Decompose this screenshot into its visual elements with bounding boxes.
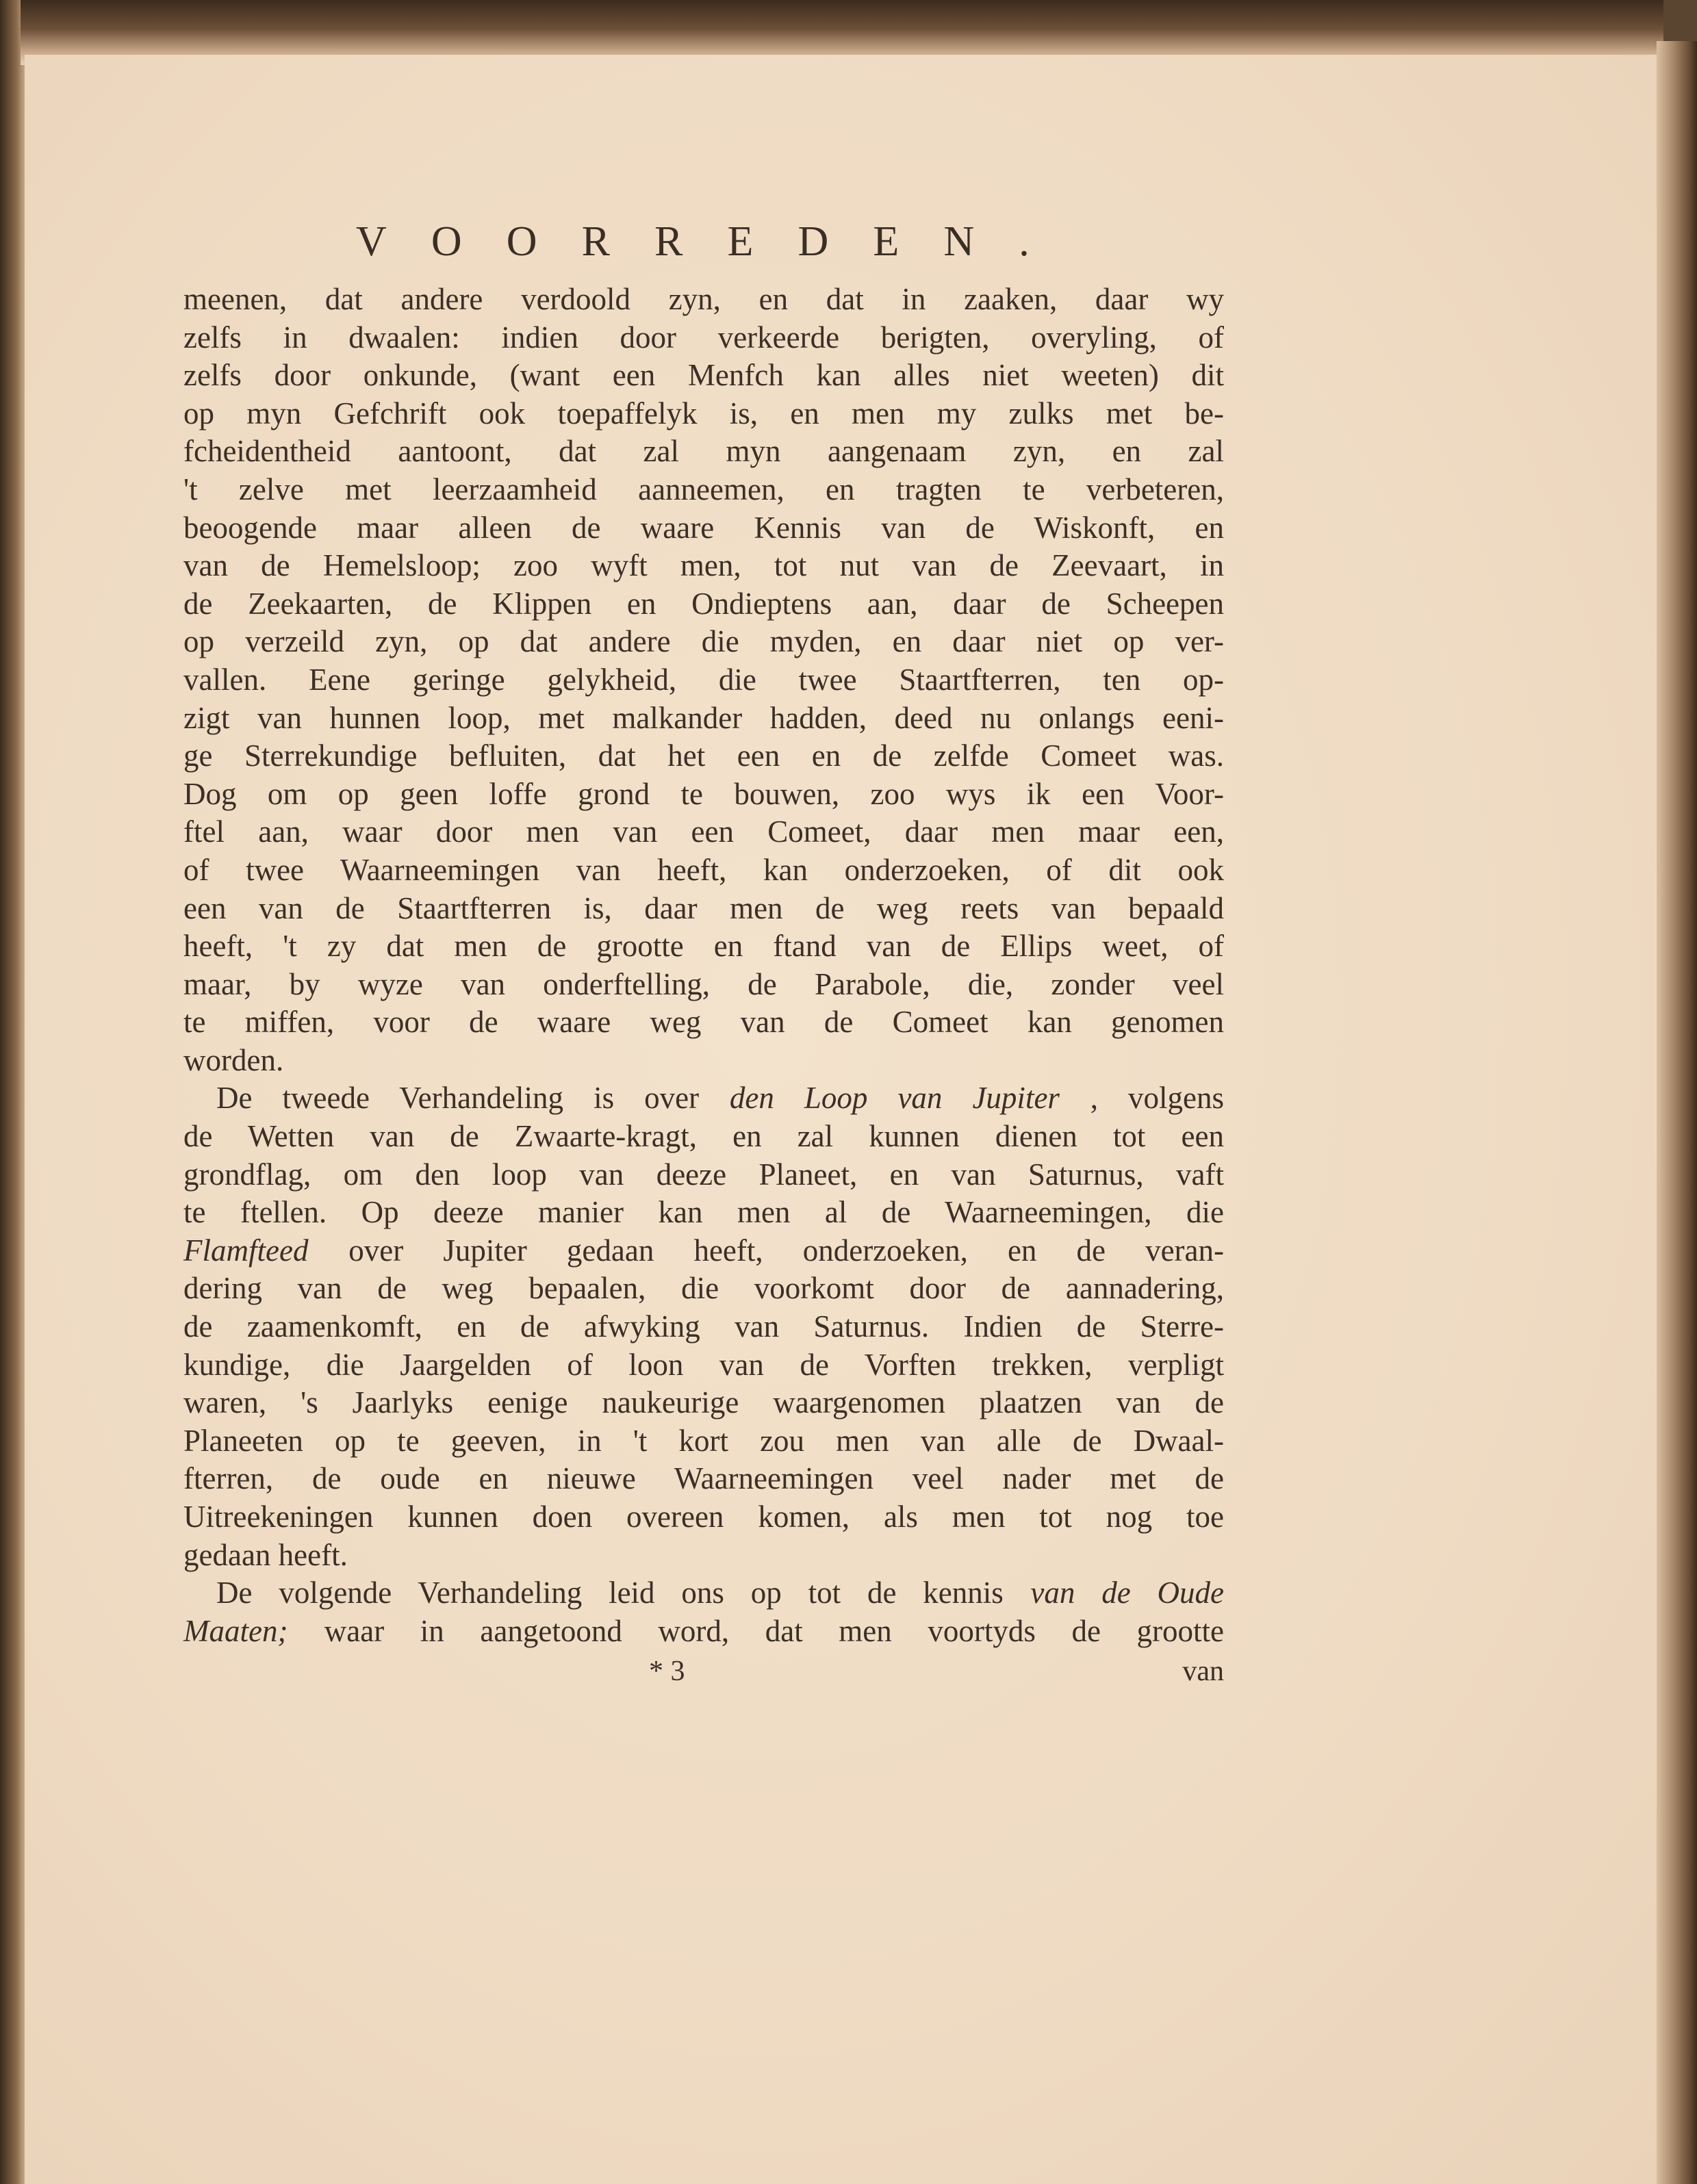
text-segment: op verzeild zyn, op dat andere die myden, en daar niet op ver- [183,624,1224,659]
text-line [183,547,1224,585]
text-segment: op myn Gefchrift ook toepaffelyk is, en men my zulks met be- [183,396,1224,431]
text-line [183,1498,1224,1537]
text-line [183,1042,1224,1080]
text-line [183,1194,1224,1232]
text-segment: beoogende maar alleen de waare Kennis van de Wiskonft, en [183,510,1224,545]
text-segment: fterren, de oude en nieuwe Waarneemingen veel nader met de [183,1461,1224,1496]
text-segment: De volgende Verhandeling leid ons op tot de kennis [216,1576,1004,1610]
text-segment: worden. [183,1042,284,1077]
text-segment: van de Hemelsloop; zoo wyft men, tot nut van de Zeevaart, in [183,548,1224,583]
text-segment: over Jupiter gedaan heeft, onderzoeken, en de veran- [348,1233,1224,1268]
text-line [183,395,1224,433]
text-segment: Planeeten op te geeven, in 't kort zou men van alle de Dwaal- [183,1423,1224,1458]
signature-mark: * 3 [649,1656,685,1687]
text-line [183,357,1224,395]
text-line [183,775,1224,814]
text-line [183,1460,1224,1498]
page-stack-edge [1657,41,1697,2184]
text-segment: , volgens [1090,1081,1224,1116]
text-segment: ftel aan, waar door men van een Comeet, daar men maar een, [183,814,1224,849]
text-segment: de Zeekaarten, de Klippen en Ondieptens aan, daar de Scheepen [183,586,1224,621]
text-segment: grondflag, om den loop van deeze Planeet, en van Saturnus, vaft [183,1157,1224,1192]
text-line [183,585,1224,624]
text-segment: te ftellen. Op deeze manier kan men al de Waarneemingen, die [183,1195,1224,1230]
text-segment: gedaan heeft. [183,1537,348,1572]
page-title [356,218,1164,266]
text-line [183,1118,1224,1156]
text-line [183,281,1224,319]
text-line [183,1270,1224,1308]
text-line [183,319,1224,357]
text-line [183,1079,1224,1118]
text-segment: vallen. Eene geringe gelykheid, die twee Staartfterren, ten op- [183,662,1224,697]
text-segment: te miffen, voor de waare weg van de Comeet kan genomen [183,1005,1224,1040]
text-line [183,623,1224,661]
text-line [183,1613,1224,1651]
text-segment: waar in aangetoond word, dat men voortyds de grootte [324,1613,1224,1648]
text-line [183,737,1224,775]
text-segment: heeft, 't zy dat men de grootte en ftand van de Ellips weet, of [183,929,1224,964]
text-segment: kundige, die Jaargelden of loon van de Vorften trekken, verpligt [183,1347,1224,1382]
text-line [183,966,1224,1004]
text-segment: ge Sterrekundige befluiten, dat het een en de zelfde Comeet was. [183,738,1224,773]
text-segment: de Wetten van de Zwaarte-kragt, en zal kunnen dienen tot een [183,1119,1224,1154]
text-segment: Uitreekeningen kunnen doen overeen komen, als men tot nog toe [183,1500,1224,1534]
text-segment: waren, 's Jaarlyks eenige naukeurige waargenomen plaatzen van de [183,1385,1224,1420]
italic-text: den Loop van Jupiter [729,1081,1060,1116]
text-line [183,471,1224,509]
text-segment: 't zelve met leerzaamheid aanneemen, en tragten te verbeteren, [183,472,1224,506]
page-footer [183,1655,1224,1693]
text-segment: maar, by wyze van onderftelling, de Parabole, die, zonder veel [183,966,1224,1001]
text-line [183,927,1224,966]
title-text: VOORREDEN. [356,218,1074,265]
text-segment: De tweede Verhandeling is over [216,1081,700,1116]
text-segment: Dog om op geen loffe grond te bouwen, zoo wys ik een Voor- [183,776,1224,811]
text-segment: fcheidentheid aantoont, dat zal myn aangenaam zyn, en zal [183,434,1224,469]
text-segment: dering van de weg bepaalen, die voorkomt door de aannadering, [183,1271,1224,1306]
italic-text: Maaten; [183,1613,288,1648]
text-line [183,1422,1224,1461]
text-segment: zelfs in dwaalen: indien door verkeerde berigten, overyling, of [183,320,1224,355]
text-line [183,1003,1224,1042]
catchword: van [1182,1656,1224,1687]
text-line [183,509,1224,548]
text-line [183,433,1224,471]
text-line [183,1384,1224,1422]
text-segment: of twee Waarneemingen van heeft, kan onderzoeken, of dit ook [183,852,1224,887]
body-text [183,281,1224,1650]
italic-text: van de Oude [1030,1576,1224,1610]
text-line [183,699,1224,738]
text-line [183,1232,1224,1270]
text-segment: zigt van hunnen loop, met malkander hadden, deed nu onlangs eeni- [183,700,1224,735]
text-segment: de zaamenkomft, en de afwyking van Saturnus. Indien de Sterre- [183,1309,1224,1344]
text-line [183,1308,1224,1346]
text-line [183,1537,1224,1575]
text-line [183,851,1224,890]
text-segment: meenen, dat andere verdoold zyn, en dat in zaaken, daar wy [183,282,1224,316]
text-line [183,890,1224,928]
text-line [183,1156,1224,1194]
italic-text: Flamfteed [183,1233,309,1268]
text-segment: een van de Staartfterren is, daar men de weg reets van bepaald [183,890,1224,925]
text-line [183,661,1224,699]
text-line [183,1574,1224,1613]
book-spine [0,0,27,2184]
text-segment: zelfs door onkunde, (want een Menfch kan alles niet weeten) dit [183,358,1224,393]
text-line [183,1346,1224,1385]
text-line [183,813,1224,851]
